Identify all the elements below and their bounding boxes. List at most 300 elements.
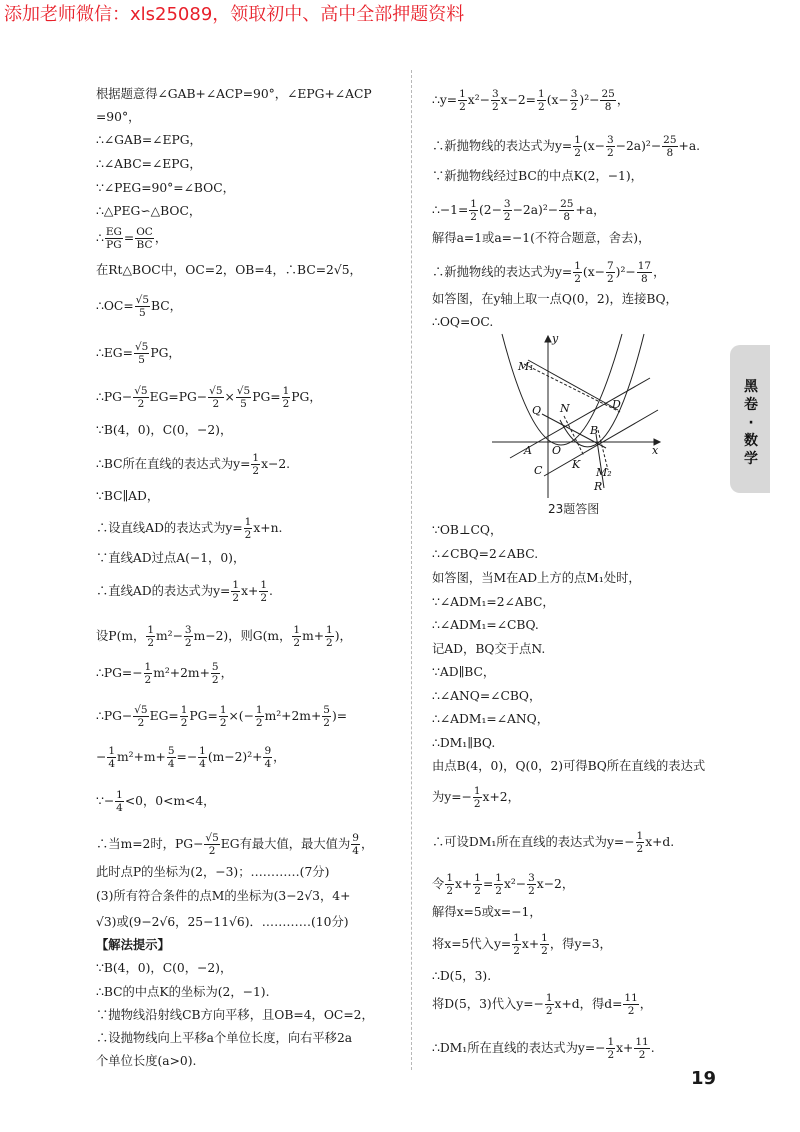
fraction <box>570 88 579 113</box>
text: PG= <box>189 709 218 723</box>
label-o: O <box>552 444 562 457</box>
denominator: 2 <box>606 147 614 159</box>
numerator: 1 <box>470 198 477 210</box>
fraction <box>458 88 467 113</box>
numerator: 1 <box>255 704 263 716</box>
denominator: 2 <box>147 637 155 649</box>
text-line <box>432 198 605 223</box>
fraction <box>292 624 301 649</box>
text: x+n. <box>253 521 283 535</box>
denominator: 5 <box>240 398 247 410</box>
fraction <box>540 932 549 957</box>
text: EG=PG− <box>149 390 208 404</box>
fraction <box>115 789 124 814</box>
numerator: 3 <box>528 872 535 884</box>
text: m²− <box>156 629 183 643</box>
text: ∴OC= <box>96 299 134 313</box>
numerator: 1 <box>446 872 453 884</box>
text: BC， <box>151 299 182 313</box>
denominator: 2 <box>244 529 252 541</box>
text-line <box>432 872 574 897</box>
text: 令 <box>432 877 445 891</box>
fraction <box>211 661 220 686</box>
text-line: 在Rt△BOC中，OC=2，OB=4，∴BC=2√5， <box>96 263 362 277</box>
page-number: 19 <box>691 1068 717 1089</box>
label-y: y <box>552 332 559 345</box>
denominator: 2 <box>211 674 219 686</box>
denominator: 2 <box>260 592 267 604</box>
label-a: A <box>524 444 532 457</box>
text: x+ <box>521 937 540 951</box>
numerator: 1 <box>116 789 123 801</box>
text: ∴DM₁所在直线的表达式为y=− <box>432 1041 606 1055</box>
fraction <box>184 624 193 649</box>
text: . <box>650 1041 655 1055</box>
text-line: ∵B(4，0)，C(0，−2)， <box>96 423 233 437</box>
text-line: 解得x=5或x=−1， <box>432 905 542 919</box>
text-line: 由点B(4，0)，Q(0，2)可得BQ所在直线的表达式 <box>432 759 706 773</box>
numerator: 1 <box>144 661 152 673</box>
fraction <box>637 260 652 285</box>
side-tab-char: · <box>748 415 754 431</box>
denominator: 2 <box>137 717 145 729</box>
text-line: ∴BC的中点K的坐标为(2，−1). <box>96 985 270 999</box>
numerator: 1 <box>282 385 290 397</box>
text: = <box>123 231 135 245</box>
denominator: 2 <box>545 1005 553 1017</box>
denominator: 2 <box>323 717 330 729</box>
text: m²+m+ <box>117 750 166 764</box>
denominator: 2 <box>470 211 477 223</box>
text: <0，0<m<4， <box>124 794 216 808</box>
denominator: 2 <box>627 1005 635 1017</box>
text-line <box>432 260 665 285</box>
denominator: 2 <box>208 845 216 857</box>
denominator: 2 <box>144 674 152 686</box>
fraction <box>634 1036 649 1061</box>
text-line <box>96 624 352 649</box>
denominator: 4 <box>264 758 272 770</box>
text: ， <box>360 837 374 851</box>
text: ， <box>154 231 168 245</box>
denominator: 4 <box>108 758 115 770</box>
denominator: 5 <box>138 354 145 366</box>
promo-banner: 添加老师微信：xls25089，领取初中、高中全部押题资料 <box>4 4 465 25</box>
fraction <box>573 260 582 285</box>
numerator: 3 <box>570 88 578 100</box>
text: m−2)，则G(m， <box>193 629 292 643</box>
text-line: √3)或(9−2√6，25−11√6)．…………(10分) <box>96 915 349 929</box>
denominator: 8 <box>604 101 612 113</box>
fraction <box>259 579 268 604</box>
numerator: 5 <box>167 745 175 757</box>
numerator: 25 <box>560 198 574 210</box>
text-line: ∴D(5，3). <box>432 969 492 983</box>
fraction <box>231 579 240 604</box>
numerator: 1 <box>252 452 260 464</box>
text: 将x=5代入y= <box>432 937 512 951</box>
denominator: 2 <box>232 592 240 604</box>
fraction <box>527 872 536 897</box>
numerator: 1 <box>180 704 188 716</box>
label-q: Q <box>532 404 542 417</box>
denominator: 2 <box>574 273 581 285</box>
fraction <box>105 226 123 251</box>
numerator: 1 <box>219 704 227 716</box>
text: x−2= <box>500 93 536 107</box>
text: x+d，得d= <box>554 997 623 1011</box>
text: 为y=− <box>432 790 472 804</box>
denominator: 2 <box>503 211 511 223</box>
numerator: √5 <box>205 832 219 844</box>
denominator: 2 <box>282 398 290 410</box>
numerator: 7 <box>606 260 614 272</box>
numerator: 5 <box>211 661 219 673</box>
column-divider <box>411 70 413 1070</box>
text: ∵− <box>96 794 115 808</box>
text-line: 【解法提示】 <box>96 938 170 952</box>
numerator: 1 <box>293 624 301 636</box>
fraction <box>208 385 223 410</box>
denominator: 4 <box>116 802 123 814</box>
fraction <box>135 294 150 319</box>
text: ∴当m=2时，PG− <box>96 837 204 851</box>
text-line: 如答图，当M在AD上方的点M₁处时， <box>432 571 641 585</box>
text: ， <box>639 997 653 1011</box>
text-line: =90°， <box>96 110 141 124</box>
text: ∴直线AD的表达式为y= <box>96 584 231 598</box>
text-line <box>96 341 181 366</box>
text: ， <box>220 666 233 680</box>
numerator: √5 <box>209 385 223 397</box>
fraction <box>322 704 331 729</box>
text-line <box>432 785 520 810</box>
figure-caption: 23题答图 <box>548 502 600 516</box>
text-line <box>96 789 215 814</box>
numerator: 11 <box>635 1036 649 1048</box>
numerator: √5 <box>135 294 149 306</box>
line-dm1 <box>528 360 618 410</box>
fraction <box>623 992 638 1017</box>
denominator: 2 <box>255 717 263 729</box>
denominator: 2 <box>636 843 644 855</box>
text-line: ∵直线AD过点A(−1，0)， <box>96 551 246 565</box>
text-line: ∵AD∥BC， <box>432 665 496 679</box>
numerator: 1 <box>607 1036 615 1048</box>
text: 设P(m， <box>96 629 146 643</box>
text-line: ∵∠ADM₁=2∠ABC， <box>432 595 555 609</box>
label-d: D <box>612 398 621 411</box>
fraction <box>134 341 149 366</box>
fraction <box>537 88 546 113</box>
text: ， <box>273 750 286 764</box>
numerator: 9 <box>264 745 272 757</box>
side-tab-char: 学 <box>744 451 758 467</box>
text-line: 解得a=1或a=−1(不符合题意，舍去)， <box>432 231 651 245</box>
text: m²+2m+ <box>264 709 322 723</box>
text-line: ∴∠CBQ=2∠ABC. <box>432 547 539 561</box>
text-line <box>96 452 290 477</box>
denominator: 8 <box>641 273 648 285</box>
text: m+ <box>302 629 325 643</box>
text: −2a)²− <box>512 203 559 217</box>
fraction <box>662 134 677 159</box>
numerator: 3 <box>184 624 192 636</box>
numerator: EG <box>105 226 122 238</box>
numerator: 1 <box>541 932 548 944</box>
text: (x− <box>546 93 569 107</box>
numerator: 25 <box>601 88 615 100</box>
text-line: 个单位长度(a>0). <box>96 1054 197 1068</box>
text-line: ∴DM₁∥BQ. <box>432 736 496 750</box>
numerator: 1 <box>108 745 115 757</box>
text: )， <box>334 629 352 643</box>
text: PG， <box>291 390 322 404</box>
denominator: 8 <box>563 211 571 223</box>
text-line: ∵BC∥AD， <box>96 489 160 503</box>
text: )²− <box>615 265 636 279</box>
text: EG有最大值，最大值为 <box>220 837 351 851</box>
numerator: 1 <box>232 579 240 591</box>
denominator: 2 <box>607 1049 615 1061</box>
denominator: 4 <box>352 845 359 857</box>
fraction <box>244 516 253 541</box>
text-line: ∴设抛物线向上平移a个单位长度，向右平移2a <box>96 1031 353 1045</box>
denominator: 2 <box>495 885 502 897</box>
fraction <box>559 198 574 223</box>
side-tab-char: 卷 <box>744 397 758 413</box>
text: ∴ <box>96 231 104 245</box>
text: ∴PG− <box>96 390 133 404</box>
fraction <box>606 134 615 159</box>
text-line: ∵新抛物线经过BC的中点K(2，−1)， <box>432 169 643 183</box>
numerator: 1 <box>459 88 466 100</box>
text-line: 此时点P的坐标为(2，−3)；…………(7分) <box>96 865 330 879</box>
fraction <box>606 260 615 285</box>
numerator: OC <box>136 226 153 238</box>
text: PG， <box>150 346 181 360</box>
text: x²− <box>467 93 490 107</box>
denominator: 2 <box>570 101 578 113</box>
text: 将D(5，3)代入y=− <box>432 997 544 1011</box>
numerator: 1 <box>473 785 481 797</box>
numerator: 1 <box>244 516 252 528</box>
fraction <box>503 198 512 223</box>
fraction <box>445 872 454 897</box>
numerator: 1 <box>199 745 206 757</box>
text-line <box>432 830 674 855</box>
text-line: 如答图，在y轴上取一点Q(0，2)，连接BQ， <box>432 292 678 306</box>
denominator: 2 <box>219 717 227 729</box>
numerator: 1 <box>574 260 581 272</box>
numerator: 1 <box>260 579 267 591</box>
fraction <box>325 624 334 649</box>
numerator: √5 <box>236 385 251 397</box>
fraction <box>545 992 554 1017</box>
text: x+d. <box>645 835 675 849</box>
fraction <box>494 872 503 897</box>
text: ，得y=3， <box>549 937 612 951</box>
denominator: 2 <box>606 273 614 285</box>
denominator: 2 <box>326 637 333 649</box>
denominator: 2 <box>638 1049 646 1061</box>
numerator: 1 <box>147 624 155 636</box>
fraction <box>351 832 360 857</box>
text: m²+2m+ <box>153 666 210 680</box>
fraction <box>473 785 482 810</box>
text: PG= <box>252 390 281 404</box>
text: x+2， <box>482 790 520 804</box>
fraction <box>144 661 153 686</box>
text-line <box>96 579 273 604</box>
text: x+ <box>455 877 473 891</box>
numerator: 1 <box>326 624 333 636</box>
denominator: 2 <box>541 945 548 957</box>
text-line: (3)所有符合条件的点M的坐标为(3−2√3，4+ <box>96 889 351 903</box>
label-x: x <box>652 444 659 457</box>
text-line <box>96 226 167 251</box>
fraction <box>473 872 482 897</box>
denominator: 2 <box>293 637 301 649</box>
fraction <box>135 226 154 251</box>
numerator: 5 <box>323 704 330 716</box>
denominator: 2 <box>180 717 188 729</box>
text: ×(− <box>228 709 254 723</box>
fraction <box>198 745 207 770</box>
text-line: ∴∠ADM₁=∠ANQ， <box>432 712 550 726</box>
denominator: 8 <box>666 147 674 159</box>
text: +a， <box>575 203 606 217</box>
denominator: 2 <box>137 398 145 410</box>
text: (2− <box>478 203 502 217</box>
text: x−2. <box>261 457 291 471</box>
fraction <box>606 1036 615 1061</box>
denominator: 5 <box>138 307 146 319</box>
fraction <box>133 385 148 410</box>
numerator: 1 <box>538 88 545 100</box>
text-line: ∵∠PEG=90°=∠BOC， <box>96 181 235 195</box>
numerator: 1 <box>636 830 644 842</box>
fraction <box>469 198 478 223</box>
fraction <box>204 832 219 857</box>
text-line: ∴∠ADM₁=∠CBQ. <box>432 618 539 632</box>
label-k: K <box>572 458 581 471</box>
text: − <box>96 750 107 764</box>
numerator: 1 <box>495 872 502 884</box>
fraction <box>180 704 189 729</box>
text-line: ∴△PEG∽△BOC， <box>96 204 202 218</box>
text: × <box>224 390 235 404</box>
numerator: 3 <box>491 88 499 100</box>
text: =− <box>176 750 198 764</box>
fraction <box>636 830 645 855</box>
text: ∴可设DM₁所在直线的表达式为y=− <box>432 835 635 849</box>
fraction <box>263 745 272 770</box>
numerator: √5 <box>134 385 148 397</box>
numerator: 3 <box>606 134 614 146</box>
denominator: PG <box>106 239 122 251</box>
text: ∴设直线AD的表达式为y= <box>96 521 243 535</box>
denominator: 2 <box>252 465 260 477</box>
text: )²− <box>579 93 600 107</box>
numerator: 11 <box>624 992 638 1004</box>
text: ， <box>653 265 666 279</box>
fraction <box>236 385 251 410</box>
numerator: 3 <box>503 198 511 210</box>
text: x+ <box>241 584 259 598</box>
text-line <box>96 704 347 729</box>
fraction <box>491 88 500 113</box>
denominator: 2 <box>528 885 535 897</box>
fraction <box>255 704 264 729</box>
text: = <box>482 877 494 891</box>
text-line: ∴∠ABC=∠EPG， <box>96 157 202 171</box>
numerator: 17 <box>637 260 652 272</box>
text-line: ∴∠GAB=∠EPG， <box>96 133 202 147</box>
text-line: 根据题意得∠GAB+∠ACP=90°，∠EPG+∠ACP <box>96 87 372 101</box>
label-r: R <box>594 480 603 493</box>
numerator: 1 <box>574 134 581 146</box>
denominator: 2 <box>459 101 466 113</box>
side-tab-char: 黑 <box>744 379 758 395</box>
fraction <box>133 704 148 729</box>
side-tab-label <box>744 378 758 468</box>
text: (x− <box>582 139 605 153</box>
text-line <box>96 661 233 686</box>
numerator: √5 <box>134 341 149 353</box>
numerator: 1 <box>513 932 520 944</box>
fraction <box>107 745 116 770</box>
geometry-figure <box>488 330 668 502</box>
label-n: N <box>560 402 570 415</box>
text: x²− <box>503 877 527 891</box>
text-line: ∵抛物线沿射线CB方向平移，且OB=4，OC=2， <box>96 1008 374 1022</box>
text: ∴−1= <box>432 203 469 217</box>
label-c: C <box>534 464 543 477</box>
fraction <box>167 745 176 770</box>
fraction <box>282 385 291 410</box>
text: (x− <box>582 265 605 279</box>
numerator: 9 <box>352 832 359 844</box>
text-line: ∵B(4，0)，C(0，−2)， <box>96 961 233 975</box>
denominator: 2 <box>474 885 481 897</box>
text: −2a)²− <box>615 139 662 153</box>
text: x+ <box>616 1041 634 1055</box>
dashed-b-m2 <box>598 430 608 470</box>
denominator: 4 <box>199 758 206 770</box>
label-b: B <box>590 424 599 437</box>
text: . <box>269 584 273 598</box>
denominator: 2 <box>446 885 453 897</box>
text: x−2， <box>536 877 575 891</box>
numerator: 1 <box>545 992 553 1004</box>
numerator: 25 <box>663 134 677 146</box>
text-line <box>96 745 285 770</box>
text: )= <box>331 709 348 723</box>
fraction <box>573 134 582 159</box>
denominator: BC <box>136 239 153 251</box>
text: ∴EG= <box>96 346 133 360</box>
text-line <box>96 294 182 319</box>
denominator: 2 <box>184 637 192 649</box>
fraction <box>219 704 228 729</box>
text: +a. <box>678 139 701 153</box>
denominator: 2 <box>538 101 545 113</box>
text-line <box>96 832 373 857</box>
text: ∴PG− <box>96 709 133 723</box>
text: ∴新抛物线的表达式为y= <box>432 265 573 279</box>
fraction <box>600 88 615 113</box>
